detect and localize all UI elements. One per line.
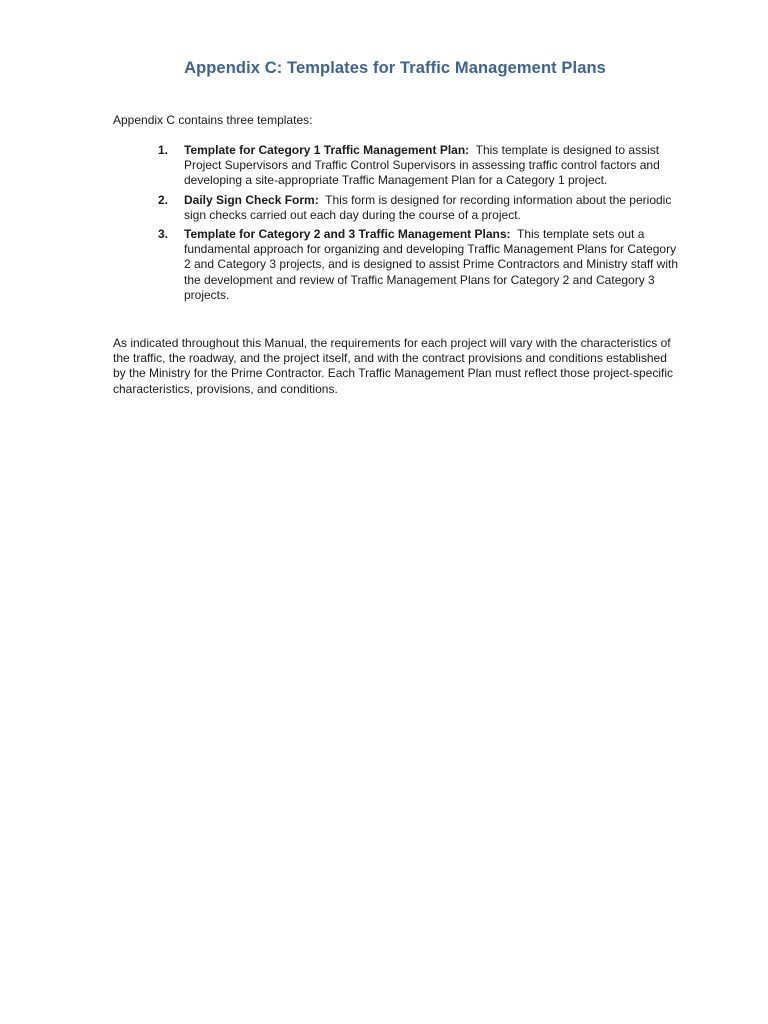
list-item-text: This form is designed for recording information about the periodic sign checks carried out each day during the course of a project. bbox=[184, 192, 672, 222]
list-item-heading: Template for Category 2 and 3 Traffic Management Plans: bbox=[184, 227, 511, 242]
list-item-heading: Template for Category 1 Traffic Management Plan: bbox=[184, 143, 470, 157]
list-item-number: 2. bbox=[158, 192, 169, 207]
list-item-number: 1. bbox=[158, 143, 169, 157]
list-item bbox=[113, 193, 683, 223]
list-item-heading: Daily Sign Check Form: bbox=[184, 192, 319, 207]
list-item-text: This template sets out a fundamental approach for organizing and developing Traffic Management Plans for Category 2 and Category 3 projects, and is designed to assist Prime Contractors and Ministry staff with the development and review of Traffic Management Plans for Category 2 and Category 3 projects. bbox=[184, 227, 679, 302]
templates-list bbox=[113, 143, 683, 307]
list-item bbox=[113, 143, 683, 189]
list-item-number: 3. bbox=[158, 227, 169, 242]
intro-paragraph: Appendix C contains three templates: bbox=[113, 113, 313, 127]
page-title: Appendix C: Templates for Traffic Management Plans bbox=[184, 59, 606, 77]
list-item bbox=[113, 227, 683, 303]
closing-paragraph: As indicated throughout this Manual, the requirements for each project will vary with the characteristics of the traffic, the roadway, and the project itself, and with the contract provisions and conditions established by the Ministry for the Prime Contractor. Each Traffic Management Plan must reflect those project-specific characteristics, provisions, and conditions. bbox=[113, 336, 674, 396]
list-item-text: This template is designed to assist Project Supervisors and Traffic Control Supervisors in assessing traffic control factors and developing a site-appropriate Traffic Management Plan for a Category 1 project. bbox=[184, 143, 660, 188]
